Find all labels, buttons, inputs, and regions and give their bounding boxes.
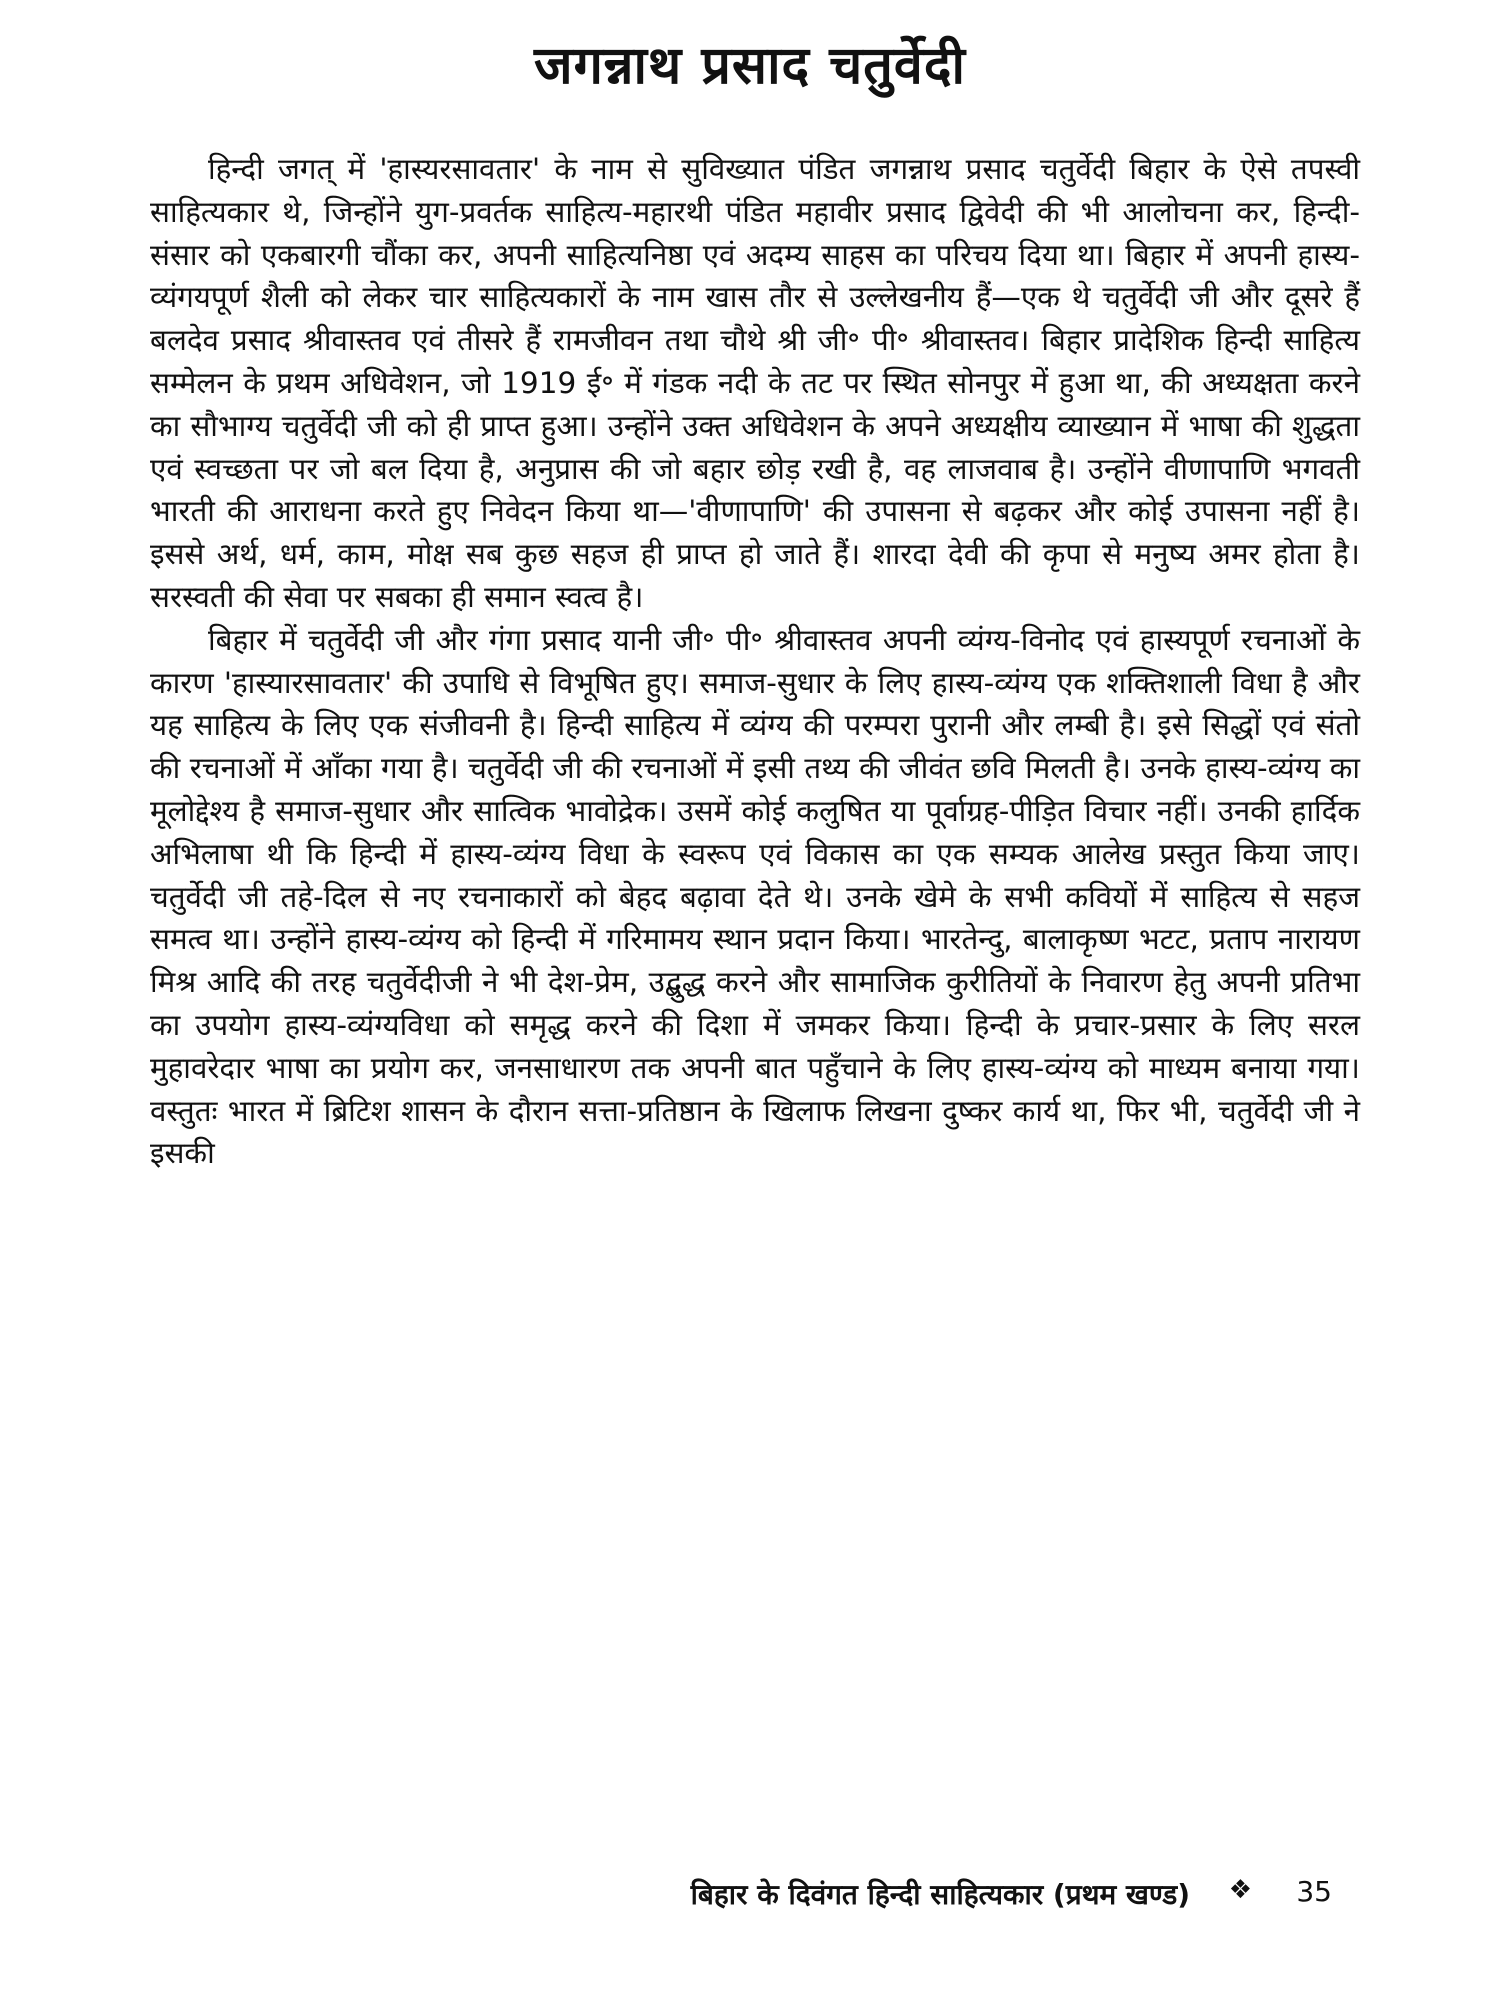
page-footer [150, 1875, 1360, 1915]
footer-book-title: बिहार के दिवंगत हिन्दी साहित्यकार (प्रथम खण्ड) [690, 1878, 1190, 1911]
paragraph-2: बिहार में चतुर्वेदी जी और गंगा प्रसाद यानी जी॰ पी॰ श्रीवास्तव अपनी व्यंग्य-विनोद एवं हास्यपूर्ण रचनाओं के कारण 'हास्यारसावतार' की उपाधि से विभूषित हुए। समाज-सुधार के लिए हास्य-व्यंग्य एक शक्तिशाली विधा है और यह साहित्य के लिए एक संजीवनी है। हिन्दी साहित्य में व्यंग्य की परम्परा पुरानी और लम्बी है। इसे सिद्धों एवं संतो की रचनाओं में आँका गया है। चतुर्वेदी जी की रचनाओं में इसी तथ्य की जीवंत छवि मिलती है। उनके हास्य-व्यंग्य का मूलोद्देश्य है समाज-सुधार और सात्विक भावोद्रेक। उसमें कोई कलुषित या पूर्वाग्रह-पीड़ित विचार नहीं। उनकी हार्दिक अभिलाषा थी कि हिन्दी में हास्य-व्यंग्य विधा के स्वरूप एवं विकास का एक सम्यक आलेख प्रस्तुत किया जाए। चतुर्वेदी जी तहे-दिल से नए रचनाकारों को बेहद बढ़ावा देते थे। उनके खेमे के सभी कवियों में साहित्य से सहज समत्व था। उन्होंने हास्य-व्यंग्य को हिन्दी में गरिमामय स्थान प्रदान किया। भारतेन्दु, बालाकृष्ण भटट, प्रताप नारायण मिश्र आदि की तरह चतुर्वेदीजी ने भी देश-प्रेम, उद्बुद्ध करने और सामाजिक कुरीतियों के निवारण हेतु अपनी प्रतिभा का उपयोग हास्य-व्यंग्यविधा को समृद्ध करने की दिशा में जमकर किया। हिन्दी के प्रचार-प्रसार के लिए सरल मुहावरेदार भाषा का प्रयोग कर, जनसाधारण तक अपनी बात पहुँचाने के लिए हास्य-व्यंग्य को माध्यम बनाया गया। वस्तुतः भारत में ब्रिटिश शासन के दौरान सत्ता-प्रतिष्ठान के खिलाफ लिखना दुष्कर कार्य था, फिर भी, चतुर्वेदी जी ने इसकी [150, 622, 1360, 1171]
article-body [150, 148, 1360, 1175]
footer-ornament-icon: ❖ [1228, 1875, 1252, 1905]
page-title: जगन्नाथ प्रसाद चतुर्वेदी [534, 36, 966, 96]
paragraph-1: हिन्दी जगत् में 'हास्यरसावतार' के नाम से सुविख्यात पंडित जगन्नाथ प्रसाद चतुर्वेदी बिहार के ऐसे तपस्वी साहित्यकार थे, जिन्होंने युग-प्रवर्तक साहित्य-महारथी पंडित महावीर प्रसाद द्विवेदी की भी आलोचना कर, हिन्दी-संसार को एकबारगी चौंका कर, अपनी साहित्यनिष्ठा एवं अदम्य साहस का परिचय दिया था। बिहार में अपनी हास्य-व्यंगयपूर्ण शैली को लेकर चार साहित्यकारों के नाम खास तौर से उल्लेखनीय हैं—एक थे चतुर्वेदी जी और दूसरे हैं बलदेव प्रसाद श्रीवास्तव एवं तीसरे हैं रामजीवन तथा चौथे श्री जी॰ पी॰ श्रीवास्तव। बिहार प्रादेशिक हिन्दी साहित्य सम्मेलन के प्रथम अधिवेशन, जो 1919 ई॰ में गंडक नदी के तट पर स्थित सोनपुर में हुआ था, की अध्यक्षता करने का सौभाग्य चतुर्वेदी जी को ही प्राप्त हुआ। उन्होंने उक्त अधिवेशन के अपने अध्यक्षीय व्याख्यान में भाषा की शुद्धता एवं स्वच्छता पर जो बल दिया है, अनुप्रास की जो बहार छोड़ रखी है, वह लाजवाब है। उन्होंने वीणापाणि भगवती भारती की आराधना करते हुए निवेदन किया था—'वीणापाणि' की उपासना से बढ़कर और कोई उपासना नहीं है। इससे अर्थ, धर्म, काम, मोक्ष सब कुछ सहज ही प्राप्त हो जाते हैं। शारदा देवी की कृपा से मनुष्य अमर होता है। सरस्वती की सेवा पर सबका ही समान स्वत्व है। [150, 152, 1360, 614]
page-number: 35 [1296, 1875, 1332, 1908]
